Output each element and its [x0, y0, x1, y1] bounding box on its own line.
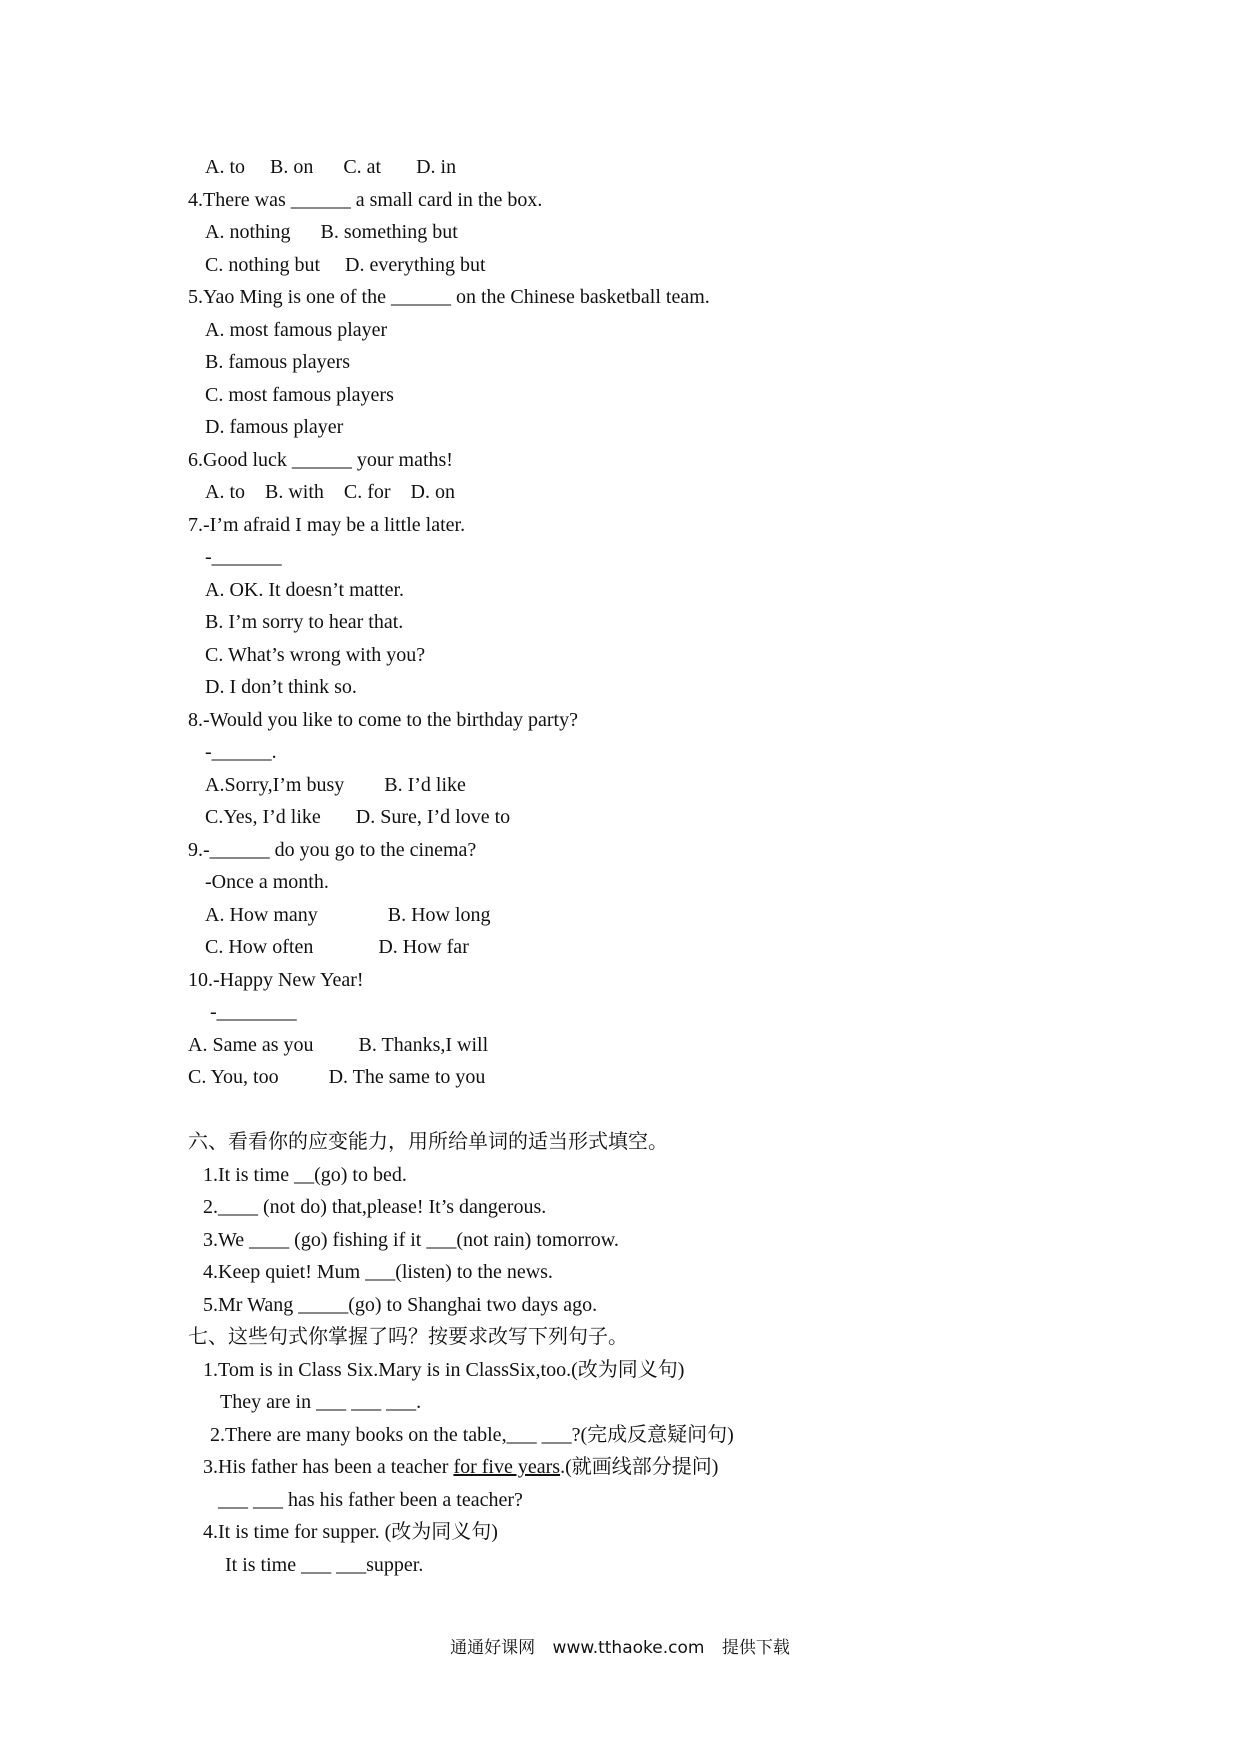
- s6-item-3: 3.We ____ (go) fishing if it ___(not rain) tomorrow.: [203, 1229, 619, 1251]
- s7-item-3-answer: ___ ___ has his father been a teacher?: [218, 1489, 523, 1511]
- s7-item-4: 4.It is time for supper. (改为同义句): [203, 1521, 498, 1543]
- q10-blank: -________: [210, 1001, 297, 1023]
- s7-item-3: [203, 1454, 718, 1480]
- section-7-heading: 七、这些句式你掌握了吗？按要求改写下列句子。: [188, 1326, 628, 1348]
- q7-option-b: B. I’m sorry to hear that.: [205, 611, 404, 633]
- s6-item-2: 2.____ (not do) that,please! It’s dangerous.: [203, 1196, 547, 1218]
- q9-options-cd: C. How often D. How far: [205, 936, 469, 958]
- q5-option-d: D. famous player: [205, 416, 344, 438]
- q4-options-ab: A. nothing B. something but: [205, 221, 458, 243]
- q7-option-d: D. I don’t think so.: [205, 676, 357, 698]
- s6-item-5: 5.Mr Wang _____(go) to Shanghai two days ago.: [203, 1294, 598, 1316]
- q4-stem: 4.There was ______ a small card in the box.: [188, 189, 543, 211]
- s7-item-1-answer: They are in ___ ___ ___.: [220, 1391, 422, 1413]
- q9-stem: 9.-______ do you go to the cinema?: [188, 839, 477, 861]
- q9-options-ab: A. How many B. How long: [205, 904, 491, 926]
- s7-item-3-end: .(就画线部分提问): [560, 1456, 719, 1478]
- s7-item-3-start: 3.His father has been a teacher: [203, 1456, 454, 1478]
- footer-site-name: 通通好课网: [450, 1638, 536, 1658]
- q8-options-ab: A.Sorry,I’m busy B. I’d like: [205, 774, 466, 796]
- footer-url: www.tthaoke.com: [552, 1638, 705, 1658]
- q5-option-c: C. most famous players: [205, 384, 394, 406]
- q4-options-cd: C. nothing but D. everything but: [205, 254, 486, 276]
- q8-stem: 8.-Would you like to come to the birthday party?: [188, 709, 578, 731]
- q10-options-cd: C. You, too D. The same to you: [188, 1066, 486, 1088]
- section-6-heading: 六、看看你的应变能力，用所给单词的适当形式填空。: [188, 1131, 668, 1153]
- q6-options: A. to B. with C. for D. on: [205, 481, 455, 503]
- s6-item-1: 1.It is time __(go) to bed.: [203, 1164, 407, 1186]
- s7-item-3-underlined: for five years: [453, 1456, 561, 1478]
- q9-response: -Once a month.: [205, 871, 329, 893]
- page-footer: [0, 1633, 1240, 1658]
- q5-option-a: A. most famous player: [205, 319, 388, 341]
- footer-note: 提供下载: [721, 1638, 790, 1658]
- q10-stem: 10.-Happy New Year!: [188, 969, 364, 991]
- q10-options-ab: A. Same as you B. Thanks,I will: [188, 1034, 489, 1056]
- q8-options-cd: C.Yes, I’d like D. Sure, I’d love to: [205, 806, 511, 828]
- q7-option-a: A. OK. It doesn’t matter.: [205, 579, 405, 601]
- s7-item-2: 2.There are many books on the table,___ ___?(完成反意疑问句): [210, 1424, 734, 1446]
- q7-blank: -_______: [205, 546, 282, 568]
- q6-stem: 6.Good luck ______ your maths!: [188, 449, 453, 471]
- q3-options: A. to B. on C. at D. in: [205, 156, 457, 178]
- q8-blank: -______.: [205, 741, 277, 763]
- q7-stem: 7.-I’m afraid I may be a little later.: [188, 514, 466, 536]
- s7-item-1: 1.Tom is in Class Six.Mary is in ClassSix,too.(改为同义句): [203, 1359, 685, 1381]
- q5-stem: 5.Yao Ming is one of the ______ on the Chinese basketball team.: [188, 286, 710, 308]
- s7-item-4-answer: It is time ___ ___supper.: [225, 1554, 424, 1576]
- q7-option-c: C. What’s wrong with you?: [205, 644, 426, 666]
- s6-item-4: 4.Keep quiet! Mum ___(listen) to the news.: [203, 1261, 553, 1283]
- q5-option-b: B. famous players: [205, 351, 350, 373]
